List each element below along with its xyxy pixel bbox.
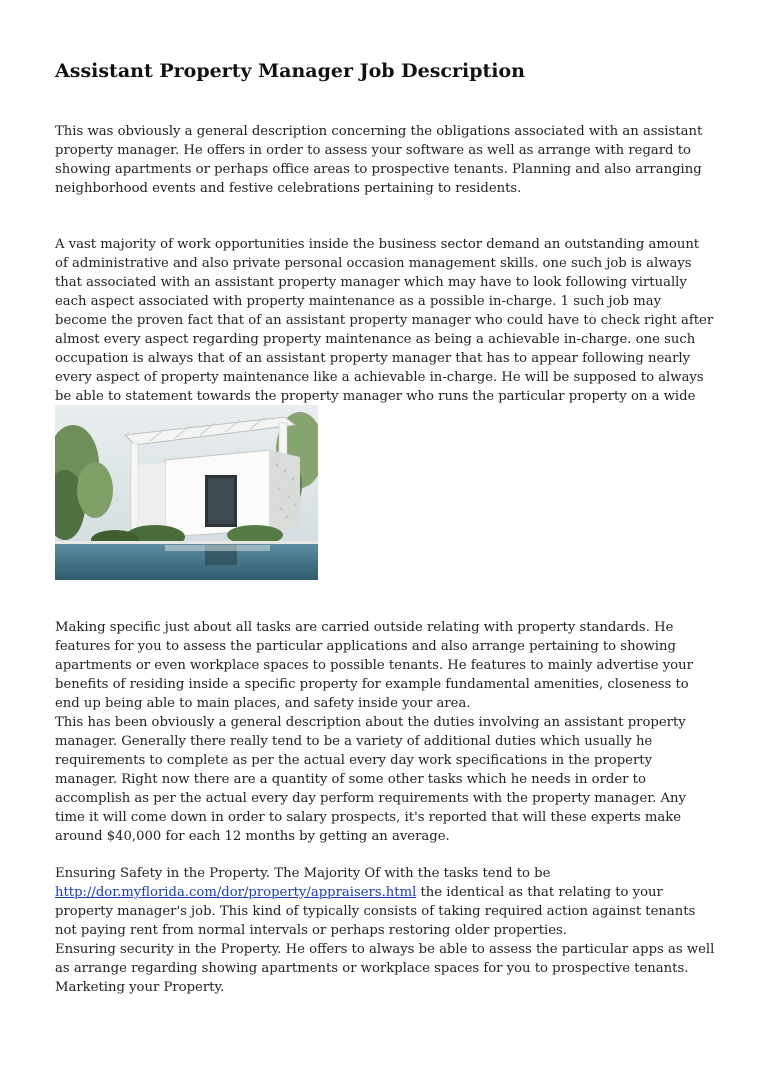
paragraph-safety-text-before: Ensuring Safety in the Property. The Majority Of with the tasks tend to be [55, 866, 551, 881]
paragraph-safety-text-after: the identical as that relating to your property manager's job. This kind of typically consists of taking required action against tenants not paying rent from normal intervals or perhaps restoring older properties. [55, 885, 696, 938]
paragraph-tasks: Making specific just about all tasks are carried outside relating with property standards. He features for you to assess the particular applications and also arrange pertaining to showing apartments or even workplace spaces to possible tenants. He features to mainly advertise your benefits of residing inside a specific property for example fundamental amenities, closeness to end up being able to main places, and safety inside your area. [55, 620, 693, 711]
paragraph-work-opportunities: A vast majority of work opportunities inside the business sector demand an outstanding amount of administrative and also private personal occasion management skills. one such job is always that associated with an assistant property manager which may have to look following virtually each aspect associated with property maintenance as a possible in-charge. 1 such job may become the proven fact that of an assistant property manager who could have to check right after almost every aspect regarding property maintenance as being a achievable in-charge. one such occupation is always that of an assistant property manager that has to appear following nearly every aspect of property maintenance like a achievable in-charge. He will be supposed to always be able to statement towards the property manager who runs the particular property on a wide [55, 237, 714, 404]
house-photo [55, 405, 318, 580]
paragraph-intro: This was obviously a general description concerning the obligations associated with an assistant property manager. He offers in order to assess your software as well as arrange with regard to showing apartments or perhaps office areas to prospective tenants. Planning and also arranging neighborhood events and festive celebrations pertaining to residents. [55, 124, 703, 196]
paragraph-security: Ensuring security in the Property. He offers to always be able to assess the particular apps as well as arrange regarding showing apartments or workplace spaces for you to prospective tenants. Marketing your Property. [55, 942, 715, 995]
paragraph-safety [55, 864, 715, 940]
page-title: Assistant Property Manager Job Description [55, 60, 525, 82]
appraisers-link[interactable]: http://dor.myflorida.com/dor/property/appraisers.html [55, 885, 417, 900]
paragraph-duties: This has been obviously a general description about the duties involving an assistant property manager. Generally there really tend to be a variety of additional duties which usually he requirements to complete as per the actual every day work specifications in the property manager. Right now there are a quantity of some other tasks which he needs in order to accomplish as per the actual every day perform requirements with the property manager. Any time it will come down in order to salary prospects, it's reported that will these experts make around $40,000 for each 12 months by getting an average. [55, 715, 686, 844]
